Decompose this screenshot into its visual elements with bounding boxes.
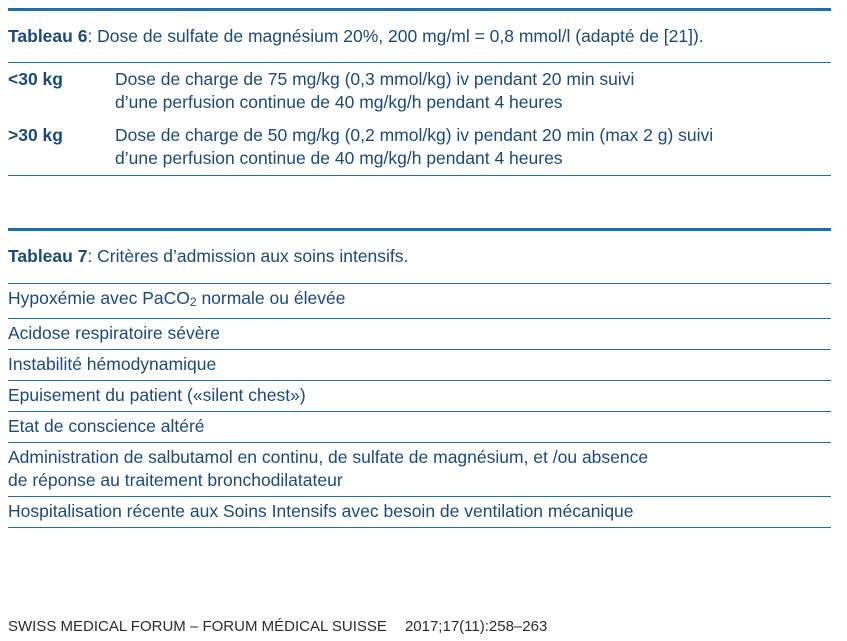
table-6-label: Tableau 6 xyxy=(8,26,88,46)
criterion-row: Etat de conscience altéré xyxy=(8,416,205,436)
table-6 xyxy=(8,8,831,176)
dose-line-1: Dose de charge de 75 mg/kg (0,3 mmol/kg) iv pendant 20 min suivi xyxy=(115,69,635,89)
criterion-row xyxy=(8,284,831,318)
criterion-text-after: normale ou élevée xyxy=(196,288,346,308)
criterion-line-2: de réponse au traitement bronchodilatateur xyxy=(8,470,343,490)
dose-description xyxy=(115,124,831,170)
dose-line-1: Dose de charge de 50 mg/kg (0,2 mmol/kg) iv pendant 20 min (max 2 g) suivi xyxy=(115,125,714,145)
table-6-bottom-rule xyxy=(8,175,831,176)
table-6-row-under-30 xyxy=(8,63,831,119)
criterion-row-multiline xyxy=(8,443,831,496)
weight-label: <30 kg xyxy=(8,69,63,89)
table-6-caption xyxy=(8,11,831,62)
table-7-caption xyxy=(8,231,831,283)
table-7 xyxy=(8,228,831,528)
table-6-row-over-30 xyxy=(8,119,831,175)
table-7-caption-text: : Critères d’admission aux soins intensifs. xyxy=(87,246,409,266)
criterion-subscript: 2 xyxy=(189,295,197,309)
citation: 2017;17(11):258–263 xyxy=(404,618,548,635)
dose-line-2: d’une perfusion continue de 40 mg/kg/h pendant 4 heures xyxy=(115,148,563,168)
table-7-bottom-rule xyxy=(8,527,831,528)
criterion-row: Epuisement du patient («silent chest») xyxy=(8,385,306,405)
criterion-row: Acidose respiratoire sévère xyxy=(8,323,221,343)
table-7-label: Tableau 7 xyxy=(8,246,88,266)
weight-label: >30 kg xyxy=(8,125,63,145)
table-6-caption-text: : Dose de sulfate de magnésium 20%, 200 mg/ml = 0,8 mmol/l (adapté de [21]). xyxy=(87,26,704,46)
criterion-line-1: Administration de salbutamol en continu, de sulfate de magnésium, et /ou absence xyxy=(8,447,649,467)
page-footer xyxy=(8,618,547,636)
dose-description xyxy=(115,68,831,114)
dose-line-2: d’une perfusion continue de 40 mg/kg/h pendant 4 heures xyxy=(115,92,563,112)
criterion-text-before: Hypoxémie avec PaCO xyxy=(8,288,190,308)
criterion-row: Instabilité hémodynamique xyxy=(8,354,217,374)
journal-name: SWISS MEDICAL FORUM – FORUM MÉDICAL SUISSE xyxy=(8,618,387,635)
criterion-row: Hospitalisation récente aux Soins Intensifs avec besoin de ventilation mécanique xyxy=(8,501,634,521)
